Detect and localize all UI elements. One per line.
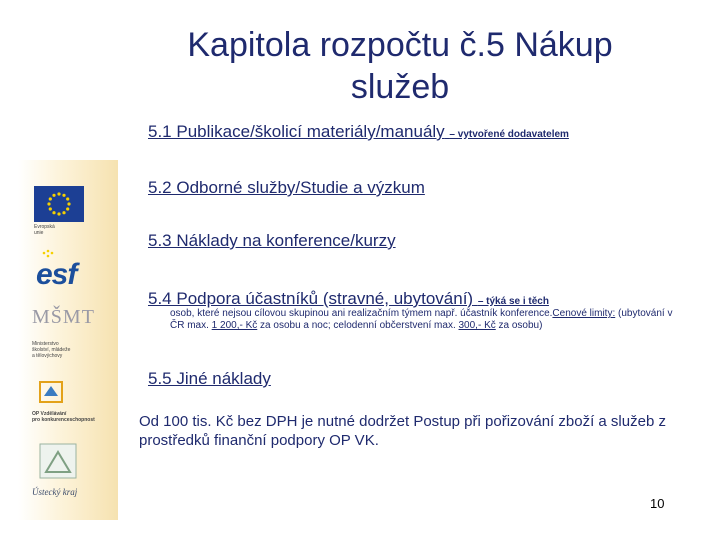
detail-part4: za osobu) (495, 320, 543, 331)
eu-label-line2: unie (34, 230, 44, 236)
budget-item-note: – týká se i těch (477, 296, 549, 307)
slide-title (130, 24, 670, 108)
budget-item-label: 5.3 Náklady na konference/kurzy (148, 231, 396, 250)
budget-item-5-1 (148, 122, 569, 142)
budget-item-label: 5.5 Jiné náklady (148, 369, 271, 388)
budget-item-5-2 (148, 178, 425, 198)
opvk-caption-line1: OP Vzdělávání (32, 411, 67, 417)
budget-item-label: 5.4 Podpora účastníků (stravné, ubytování) (148, 289, 474, 308)
budget-item-label: 5.1 Publikace/školicí materiály/manuály (148, 122, 445, 141)
detail-part2: (ubytování v ČR max. (170, 308, 673, 331)
detail-part3: za osobu a noc; celodenní občerstvení max. (257, 320, 459, 331)
region-logo (32, 442, 102, 502)
opvk-caption (32, 411, 102, 423)
eu-flag-icon (34, 186, 84, 222)
msmt-caption-line1: Ministerstvo (32, 341, 59, 347)
eu-label-line1: Evropská (34, 224, 55, 230)
eu-label (34, 224, 55, 236)
opvk-caption-line2: pro konkurenceschopnost (32, 417, 95, 423)
amount-accommodation: 1 200,- Kč (211, 320, 258, 331)
opvk-emblem-icon (38, 380, 64, 404)
msmt-caption-line2: školství, mládeže (32, 347, 71, 353)
cost-limits-label: Cenové limity: (552, 308, 616, 319)
region-text: Ústecký kraj (32, 487, 78, 497)
slide-title-line1: Kapitola rozpočtu č.5 Nákup (187, 26, 613, 64)
amount-refreshment: 300,- Kč (458, 320, 496, 331)
page-number: 10 (650, 496, 665, 511)
slide-title-line2: služeb (350, 68, 450, 106)
msmt-caption (32, 341, 92, 359)
opvk-logo (32, 380, 102, 430)
msmt-caption-line3: a tělovýchovy (32, 353, 63, 359)
region-emblem-icon (36, 442, 80, 482)
esf-logo (34, 248, 86, 291)
detail-part1: osob, které nejsou cílovou skupinou ani realizačním týmem např. účastník konference. (170, 308, 553, 319)
logo-sidebar (18, 160, 118, 520)
msmt-logo (32, 306, 95, 376)
budget-item-5-3 (148, 231, 396, 251)
budget-item-5-5 (148, 369, 271, 389)
budget-item-note: – vytvořené dodavatelem (449, 129, 569, 140)
procurement-note: Od 100 tis. Kč bez DPH je nutné dodržet Postup při pořizování zboží a služeb z prostředků finanční podpory OP VK. (139, 413, 666, 449)
msmt-text: MŠMT (32, 306, 95, 328)
budget-item-5-4 (148, 289, 549, 309)
budget-item-5-4-detail (170, 308, 680, 332)
budget-item-label: 5.2 Odborné služby/Studie a výzkum (148, 178, 425, 197)
esf-text: esf (36, 258, 77, 291)
